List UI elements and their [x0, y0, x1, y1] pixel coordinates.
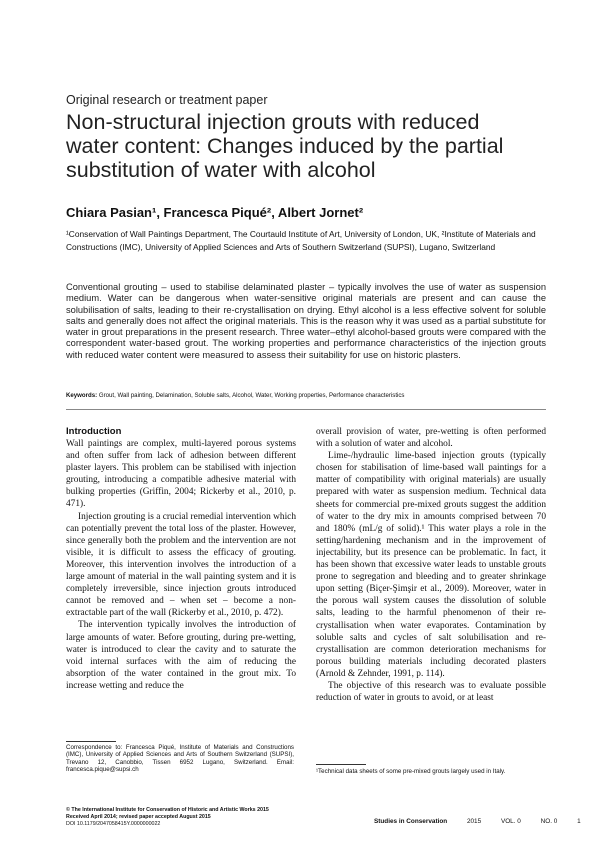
correspondence-note: Correspondence to: Francesca Piqué, Institute of Materials and Constructions (IMC), University of Applied Sciences and Arts of Southern Switzerland (SUPSI), Trevano 12, Canobbio, Tissen 6952 Lugano, Switzerland. Email: francesca.pique@supsi.ch [66, 744, 294, 774]
article-title: Non-structural injection grouts with reduced water content: Changes induced by the partial substitution of water with alcohol [66, 110, 504, 182]
body-paragraph: overall provision of water, pre-wetting is often performed with a solution of water and alcohol. [316, 427, 546, 450]
article-type-label: Original research or treatment paper [66, 93, 268, 107]
body-paragraph: The intervention typically involves the introduction of large amounts of water. Before grouting, during pre-wetting, water is introduced to clear the cavity and to saturate the void internal surfaces with the aim of reducing the absorption of the water contained in the grout mix. To increase wetting and reduce the [66, 620, 296, 691]
copyright-line: © The International Institute for Conservation of Historic and Artistic Works 2015 [66, 807, 269, 813]
page-number: 1 [577, 818, 581, 825]
abstract: Conventional grouting – used to stabilise delaminated plaster – typically involves the use of water as suspension medium. Water can be dangerous when water-sensitive original materials are present and can cause the solubilisation of salts, leading to their re-crystallisation on drying. Ethyl alcohol is a less effective solvent for soluble salts and generally does not affect the original materials. This is the reason why it was used as a partial substitute for water in grout preparations in the present research. Three water–ethyl alcohol-based grouts were compared with the correspondent water-based grout. The working properties and performance characteristics of the injection grouts with reduced water content were measured to assess their suitability for use on historic plasters. [66, 282, 546, 360]
body-paragraph: Injection grouting is a crucial remedial intervention which can potentially prevent the total loss of the plaster. However, since generally both the problem and the intervention are not visible, it is difficult to assess the efficacy of grouting. Moreover, this intervention involves the introduction of a large amount of material in the wall painting system and it is completely irreversible, since injection grouts introduced cannot be removed and – when set – become a non-extractable part of the wall (Rickerby et al., 2010, p. 472). [66, 511, 296, 619]
journal-volume: VOL. 0 [500, 818, 521, 825]
footnote-divider [316, 764, 366, 765]
body-paragraph: The objective of this research was to evaluate possible reduction of water in grouts to avoid, or at least [316, 680, 546, 704]
body-paragraph: Wall paintings are complex, multi-layered porous systems and often suffer from lack of adhesion between different plaster layers. This problem can be stabilised with injection grouting, introducing a compatible adhesive material with bulking properties (Griffin, 2004; Rickerby et al., 2010, p. 471). [66, 439, 296, 510]
section-heading-introduction: Introduction [66, 426, 122, 437]
footnote: ¹Technical data sheets of some pre-mixed grouts largely used in Italy. [316, 768, 506, 775]
journal-year: 2015 [466, 818, 482, 825]
received-line: Received April 2014; revised paper accepted August 2015 [66, 814, 211, 820]
doi-line: DOI 10.1179/2047058415Y.0000000022 [66, 821, 161, 827]
author-list: Chiara Pasian¹, Francesca Piqué², Albert Jornet² [66, 205, 364, 220]
body-column-left [66, 426, 296, 692]
body-paragraph: Lime-/hydraulic lime-based injection grouts (typically chosen for stabilisation of lime-based wall paintings for a matter of compatibility with original materials) are usually prepared with water as suspension medium. Technical data sheets for commercial pre-mixed grouts suggest the addition of water to the dry mix in amounts comprised between 70 and 180% (mL/g of solid).¹ This water plays a role in the setting/hardening mechanism and in the improvement of injectability, but its presence can be problematic. In fact, it has been shown that excessive water leads to unstable grouts prone to segregation and bleeding and to greater shrinkage upon setting (Biçer-Şimşir et al., 2009). Moreover, water in the porous wall system causes the dissolution of soluble salts, leading to the harmful phenomenon of their re-crystallisation when water evaporates. Contamination by soluble salts and cycles of salt solubilisation and re-crystallisation are common deterioration mechanisms for porous building materials including decorated plasters (Arnold & Zehnder, 1991, p. 114). [316, 451, 546, 679]
body-column-right [316, 426, 546, 704]
author-affiliations: ¹Conservation of Wall Paintings Department, The Courtauld Institute of Art, University of London, UK, ²Institute of Materials and Constructions (IMC), University of Applied Sciences and Arts of Southern Switzerland (SUPSI), Lugano, Switzerland [66, 229, 536, 252]
keywords-label: Keywords: [66, 392, 98, 399]
journal-footer [374, 818, 581, 825]
keywords-text: Grout, Wall painting, Delamination, Soluble salts, Alcohol, Water, Working properties, Performance characteristics [97, 392, 405, 399]
journal-name: Studies in Conservation [374, 818, 448, 825]
section-divider [66, 409, 546, 410]
journal-number: NO. 0 [540, 818, 558, 825]
keywords [66, 392, 546, 400]
publication-info [66, 807, 326, 828]
correspondence-divider [66, 741, 116, 742]
